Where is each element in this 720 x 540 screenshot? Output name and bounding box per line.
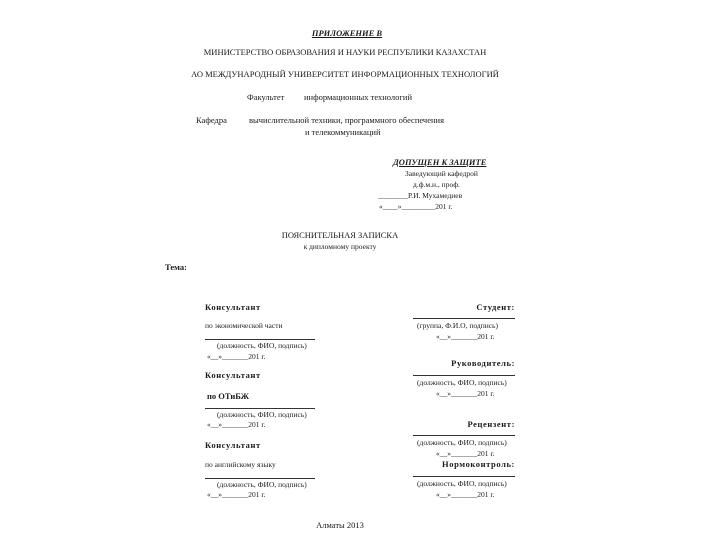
- department-label: Кафедра: [196, 115, 227, 125]
- consultant-1-area: по экономической части: [205, 321, 283, 330]
- approval-degree: д.ф.м.н., проф.: [413, 180, 460, 189]
- consultant-2-label: Консультант: [205, 370, 261, 380]
- student-sign-caption: (группа, Ф.И.О, подпись): [417, 321, 498, 330]
- consultant-2-sign-caption: (должность, ФИО, подпись): [217, 410, 307, 419]
- topic-label: Тема:: [165, 262, 187, 272]
- normcontrol-sign-line: [413, 476, 515, 477]
- consultant-2-date: «__»_______201 г.: [207, 420, 266, 429]
- supervisor-sign-line: [413, 375, 515, 376]
- consultant-3-sign-line: [205, 478, 315, 479]
- reviewer-sign-caption: (должность, ФИО, подпись): [417, 438, 507, 447]
- supervisor-sign-caption: (должность, ФИО, подпись): [417, 378, 507, 387]
- consultant-3-date: «__»_______201 г.: [207, 490, 266, 499]
- supervisor-label: Руководитель:: [451, 358, 515, 368]
- consultant-1-sign-caption: (должность, ФИО, подпись): [217, 341, 307, 350]
- department-value-line2: и телекоммуникаций: [305, 127, 381, 137]
- student-date: «__»_______201 г.: [436, 332, 495, 341]
- student-sign-line: [413, 318, 515, 319]
- document-subtitle: к дипломному проекту: [303, 242, 377, 251]
- normcontrol-label: Нормоконтроль:: [442, 459, 515, 469]
- approval-signature: ________Р.И. Мухамедиев: [378, 191, 463, 200]
- appendix-title: ПРИЛОЖЕНИЕ В: [311, 28, 383, 38]
- university-name: АО МЕЖДУНАРОДНЫЙ УНИВЕРСИТЕТ ИНФОРМАЦИОННЫХ ТЕХНОЛОГИЙ: [191, 69, 499, 79]
- supervisor-date: «__»_______201 г.: [436, 389, 495, 398]
- reviewer-sign-line: [413, 435, 515, 436]
- normcontrol-date: «__»_______201 г.: [436, 490, 495, 499]
- approval-head: Заведующий кафедрой: [405, 169, 478, 178]
- faculty-label: Факультет: [247, 92, 285, 102]
- consultant-2-area: по ОТиБЖ: [207, 391, 250, 401]
- consultant-3-area: по английскому языку: [205, 460, 276, 469]
- consultant-3-sign-caption: (должность, ФИО, подпись): [217, 480, 307, 489]
- faculty-value: информационных технологий: [304, 92, 412, 102]
- document-title: ПОЯСНИТЕЛЬНАЯ ЗАПИСКА: [281, 230, 399, 240]
- approval-title: ДОПУЩЕН К ЗАЩИТЕ: [393, 157, 487, 167]
- consultant-1-sign-line: [205, 339, 315, 340]
- reviewer-date: «__»_______201 г.: [436, 449, 495, 458]
- city-year: Алматы 2013: [316, 520, 364, 530]
- student-label: Студент:: [476, 302, 515, 312]
- reviewer-label: Рецензент:: [467, 419, 515, 429]
- normcontrol-sign-caption: (должность, ФИО, подпись): [417, 479, 507, 488]
- approval-date: «____»_________201 г.: [379, 202, 453, 211]
- consultant-3-label: Консультант: [205, 440, 261, 450]
- consultant-1-label: Консультант: [205, 302, 261, 312]
- department-value-line1: вычислительной техники, программного обеспечения: [249, 115, 444, 125]
- consultant-2-sign-line: [205, 408, 315, 409]
- ministry-name: МИНИСТЕРСТВО ОБРАЗОВАНИЯ И НАУКИ РЕСПУБЛИКИ КАЗАХСТАН: [203, 47, 487, 57]
- consultant-1-date: «__»_______201 г.: [207, 352, 266, 361]
